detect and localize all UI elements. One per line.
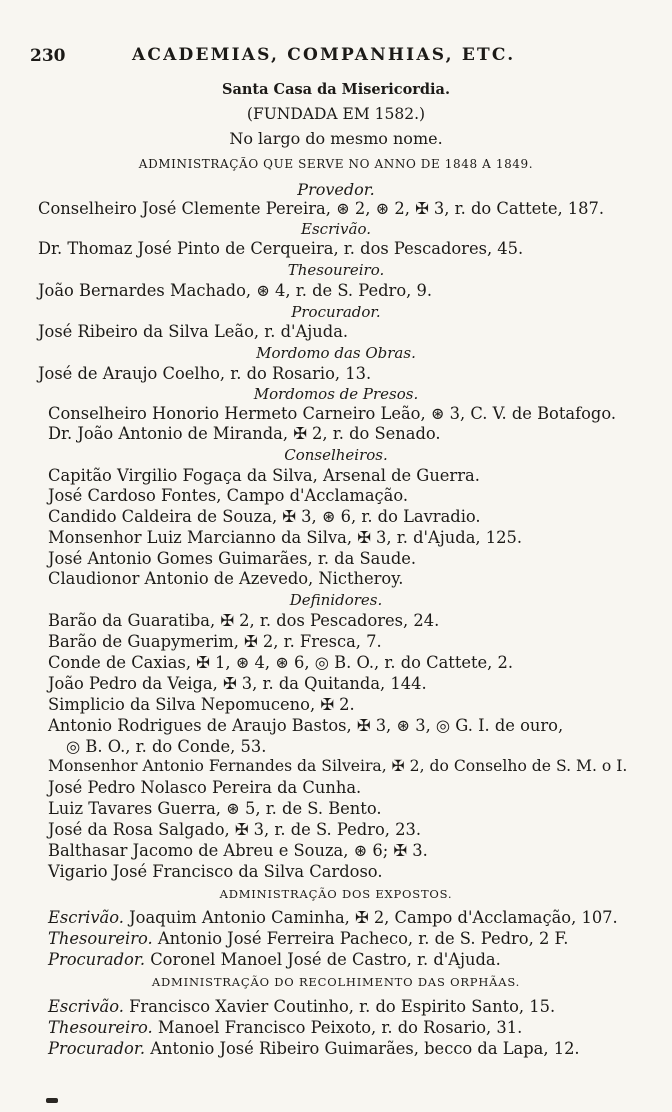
conselheiro-entry: José Antonio Gomes Guimarães, r. da Saude. [48,549,417,568]
mordomo-presos-entry: Conselheiro Honorio Hermeto Carneiro Leão, ⊛ 3, C. V. de Botafogo. [48,404,617,423]
conselheiro-entry: Capitão Virgilio Fogaça da Silva, Arsenal de Guerra. [48,466,480,485]
expostos-row [48,929,568,948]
escrivao-entry: Dr. Thomaz José Pinto de Cerqueira, r. dos Pescadores, 45. [38,239,524,258]
definidor-entry: Barão da Guaratiba, ✠ 2, r. dos Pescadores, 24. [48,611,440,630]
thesoureiro-entry: João Bernardes Machado, ⊛ 4, r. de S. Pedro, 9. [38,281,432,300]
page-number: 230 [30,46,66,66]
definidor-entry: José da Rosa Salgado, ✠ 3, r. de S. Pedro, 23. [48,820,422,839]
expostos-row [48,908,618,927]
role-label: Thesoureiro. [48,1018,153,1037]
role-label: Thesoureiro. [48,929,153,948]
definidor-entry: Vigario José Francisco da Silva Cardoso. [48,862,383,881]
running-title: ACADEMIAS, COMPANHIAS, ETC. [132,45,516,65]
definidor-entry: Simplicio da Silva Nepomuceno, ✠ 2. [48,695,355,714]
section-escrivao: Escrivão. [301,220,371,238]
role-holder: Manoel Francisco Peixoto, r. do Rosario, 31. [157,1018,523,1037]
expostos-heading: ADMINISTRAÇÃO DOS EXPOSTOS. [219,887,453,901]
section-mordomos-presos: Mordomos de Presos. [253,385,419,403]
section-thesoureiro: Thesoureiro. [287,261,385,279]
founded-note: (FUNDADA EM 1582.) [246,105,426,123]
orphas-row [48,1018,522,1037]
role-holder: Francisco Xavier Coutinho, r. do Espirito Santo, 15. [129,997,556,1016]
role-label: Escrivão. [48,908,124,927]
definidor-entry: José Pedro Nolasco Pereira da Cunha. [48,778,362,797]
orphas-heading: ADMINISTRAÇÃO DO RECOLHIMENTO DAS ORPHÃAS. [151,975,521,989]
role-holder: Joaquim Antonio Caminha, ✠ 2, Campo d'Acclamação, 107. [129,908,618,927]
orphas-row [48,1039,580,1058]
role-holder: Antonio José Ferreira Pacheco, r. de S. Pedro, 2 F. [157,929,569,948]
definidor-entry: Antonio Rodrigues de Araujo Bastos, ✠ 3, ⊛ 3, ◎ G. I. de ouro, [48,716,564,735]
definidor-entry: Barão de Guapymerim, ✠ 2, r. Fresca, 7. [48,632,382,651]
definidor-entry-continued: ◎ B. O., r. do Conde, 53. [66,737,267,756]
definidor-entry: Conde de Caxias, ✠ 1, ⊛ 4, ⊛ 6, ◎ B. O., r. do Cattete, 2. [48,653,514,672]
running-header [0,42,672,70]
role-label: Procurador. [48,950,146,969]
definidor-entry: Monsenhor Antonio Fernandes da Silveira, ✠ 2, do Conselho de S. M. o I. [48,757,628,775]
role-holder: Coronel Manoel José de Castro, r. d'Ajuda. [150,950,501,969]
section-mordomo-obras: Mordomo das Obras. [256,344,416,362]
institution-name: Santa Casa da Misericordia. [222,81,450,98]
section-definidores: Definidores. [289,591,383,609]
section-conselheiros: Conselheiros. [284,446,388,464]
procurador-entry: José Ribeiro da Silva Leão, r. d'Ajuda. [38,322,349,341]
mordomo-obras-entry: José de Araujo Coelho, r. do Rosario, 13. [38,364,372,383]
role-label: Escrivão. [48,997,124,1016]
section-provedor: Provedor. [297,180,375,199]
expostos-row [48,950,501,969]
orphas-row [48,997,555,1016]
definidor-entry: João Pedro da Veiga, ✠ 3, r. da Quitanda, 144. [48,674,427,693]
definidor-entry: Luiz Tavares Guerra, ⊛ 5, r. de S. Bento. [48,799,382,818]
role-label: Procurador. [48,1039,146,1058]
definidor-entry: Balthasar Jacomo de Abreu e Souza, ⊛ 6; ✠ 3. [48,841,428,860]
provedor-entry: Conselheiro José Clemente Pereira, ⊛ 2, ⊛ 2, ✠ 3, r. do Cattete, 187. [38,199,605,218]
location-note: No largo do mesmo nome. [229,129,443,148]
mordomo-presos-entry: Dr. João Antonio de Miranda, ✠ 2, r. do Senado. [48,424,441,443]
ink-speck [46,1098,58,1103]
conselheiro-entry: Monsenhor Luiz Marcianno da Silva, ✠ 3, r. d'Ajuda, 125. [48,528,522,547]
section-procurador: Procurador. [291,303,381,321]
conselheiro-entry: Claudionor Antonio de Azevedo, Nictheroy. [48,569,404,588]
conselheiro-entry: Candido Caldeira de Souza, ✠ 3, ⊛ 6, r. do Lavradio. [48,507,481,526]
conselheiro-entry: José Cardoso Fontes, Campo d'Acclamação. [48,486,409,505]
administration-heading: ADMINISTRAÇÃO QUE SERVE NO ANNO DE 1848 A 1849. [138,157,534,171]
role-holder: Antonio José Ribeiro Guimarães, becco da Lapa, 12. [150,1039,580,1058]
